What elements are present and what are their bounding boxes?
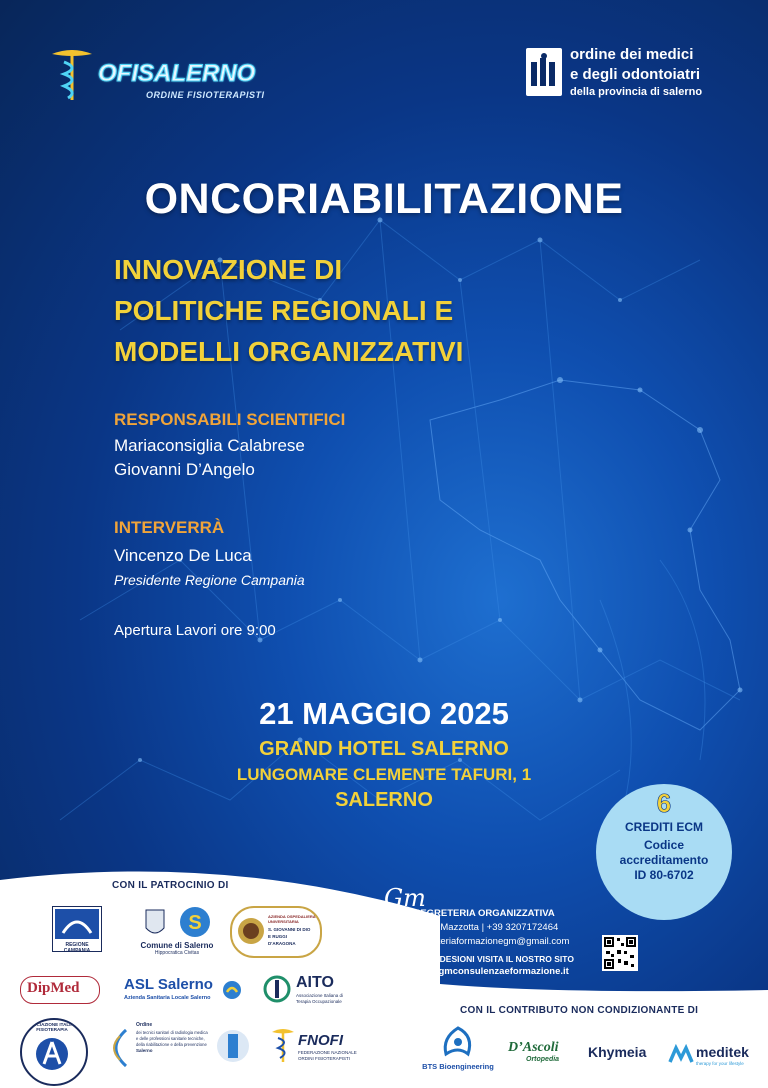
aito-emblem-icon [262,974,292,1004]
event-title: ONCORIABILITAZIONE [144,175,624,223]
speaker-name: Vincenzo De Luca [114,546,252,565]
ecm-credits-number: 6 [656,788,672,818]
subtitle-line-3: MODELLI ORGANIZZATIVI [114,336,464,367]
omceo-logo-line2: e degli odontoiatri [570,66,700,83]
tsrm-logo [104,1022,252,1078]
meditek-emblem-icon [668,1044,694,1064]
ecm-code-line3: ID 80-6702 [634,868,694,882]
omceo-logo-line3: della provincia di salerno [570,86,703,98]
dipmed-logo [20,976,100,1004]
aito-sub-1: Associazione Italiana di [296,993,344,998]
event-address: LUNGOMARE CLEMENTE TAFURI, 1 [236,765,532,784]
meditek-logo [668,1042,764,1072]
event-venue: GRAND HOTEL SALERNO [259,738,509,760]
aifi-emblem-icon [22,1020,82,1080]
subtitle-line-2: POLITICHE REGIONALI E [114,295,454,326]
subtitle-line-1: INNOVAZIONE DI [114,254,343,285]
event-city: SALERNO [335,789,433,811]
comune-salerno-emblem-icon [138,906,216,940]
omceo-logo-line1: ordine dei medici [570,46,694,63]
aou-label-1: AZIENDA OSPEDALIERA UNIVERSITARIA [268,914,316,924]
meditek-sub: therapy for your lifestyle [696,1061,744,1066]
aifi-logo [20,1018,88,1086]
aou-salerno-logo [230,906,322,958]
tsrm-label-2: dei tecnici sanitari di radiologia medica [136,1030,208,1035]
bts-logo [418,1026,498,1076]
asl-emblem-icon [222,980,242,1000]
aito-label: AITO [296,974,334,991]
ofi-logo-subtitle: ORDINE FISIOTERAPISTI [146,90,265,100]
fnofi-logo [270,1026,362,1068]
interverra-heading: INTERVERRÀ [114,518,225,537]
responsabili-heading: RESPONSABILI SCIENTIFICI [114,410,346,429]
dascoli-sub: Ortopedia [526,1056,560,1063]
aou-label-3: E RUGGI [268,934,288,939]
speaker-role: Presidente Regione Campania [114,572,305,588]
aou-label-4: D'ARAGONA [268,941,296,946]
comune-salerno-logo [138,906,216,956]
dascoli-label: D’Ascoli [508,1040,559,1055]
khymeia-label: Khymeia [588,1044,647,1060]
regione-campania-logo [52,906,102,952]
sponsors-heading: CON IL CONTRIBUTO NON CONDIZIONANTE DI [460,1005,699,1016]
secretariat-contact: Imma Mazzotta | +39 3207172464 [414,922,559,933]
aito-logo [262,972,358,1008]
caduceus-icon [48,44,96,104]
tsrm-label-5: Salerno [136,1048,153,1053]
ecm-badge [596,784,732,920]
dascoli-logo [506,1040,574,1070]
secretariat-email[interactable]: segreteriaformazionegm@gmail.com [414,936,570,947]
aou-emblem-icon [236,916,266,946]
omceo-logo-icon [526,48,562,96]
asl-salerno-logo [118,976,246,1006]
secretariat-heading: SEGRETERIA ORGANIZZATIVA [414,908,555,919]
asl-salerno-sub: Azienda Sanitaria Locale Salerno [124,995,211,1001]
tsrm-label-3: e delle professioni sanitarie tecniche, [136,1036,205,1041]
qr-code-icon[interactable] [602,935,638,971]
aifi-ring-label: ASSOCIAZIONE ITALIANA FISIOTERAPIA [23,1022,81,1032]
tsrm-label-1: Ordine [136,1022,153,1028]
comune-salerno-label: Comune di Salerno [140,941,214,950]
bts-emblem-icon [438,1026,478,1060]
ecm-code-line2: accreditamento [619,853,709,867]
meditek-label: meditek [696,1044,749,1060]
responsabile-name-1: Mariaconsiglia Calabrese [114,436,305,455]
responsabile-name-2: Giovanni D’Angelo [114,460,255,479]
ecm-credits-label: CREDITI ECM [625,820,703,834]
regione-campania-emblem-icon [53,907,101,941]
ofi-logo-name: OFISALERNO [98,60,256,87]
opening-time: Apertura Lavori ore 9:00 [114,622,276,639]
gm-logo: Gm [384,884,426,912]
fnofi-caduceus-icon [270,1026,296,1064]
tsrm-label-4: della riabilitazione e della prevenzione [136,1042,207,1047]
asl-salerno-label: ASL Salerno [124,976,213,993]
aou-label-2: S. GIOVANNI DI DIO [268,927,311,932]
aito-sub-2: Terapia Occupazionale [296,999,342,1004]
svg-text:S: S [188,912,202,934]
fnofi-label: FNOFI [298,1032,343,1049]
khymeia-logo [588,1044,658,1066]
patronage-heading: CON IL PATROCINIO DI [112,880,229,891]
secretariat-website[interactable]: www.gmconsulenzaeformazione.it [414,966,569,977]
bts-label: BTS Bioengineering [422,1062,494,1071]
regione-campania-label: REGIONE CAMPANIA [63,942,91,954]
dipmed-label: DipMed [27,980,80,996]
tsrm-building-icon [216,1026,250,1066]
fnofi-sub-2: ORDINI FISIOTERAPISTI [298,1056,351,1061]
comune-salerno-motto: Hippocratica Civitas [154,950,200,956]
fnofi-sub-1: FEDERAZIONE NAZIONALE [298,1050,357,1055]
ecm-code-line1: Codice [643,838,684,852]
event-date: 21 MAGGIO 2025 [259,696,509,731]
secretariat-visit: PER ADESIONI VISITA IL NOSTRO SITO [414,954,574,964]
tsrm-emblem-icon [104,1026,132,1070]
